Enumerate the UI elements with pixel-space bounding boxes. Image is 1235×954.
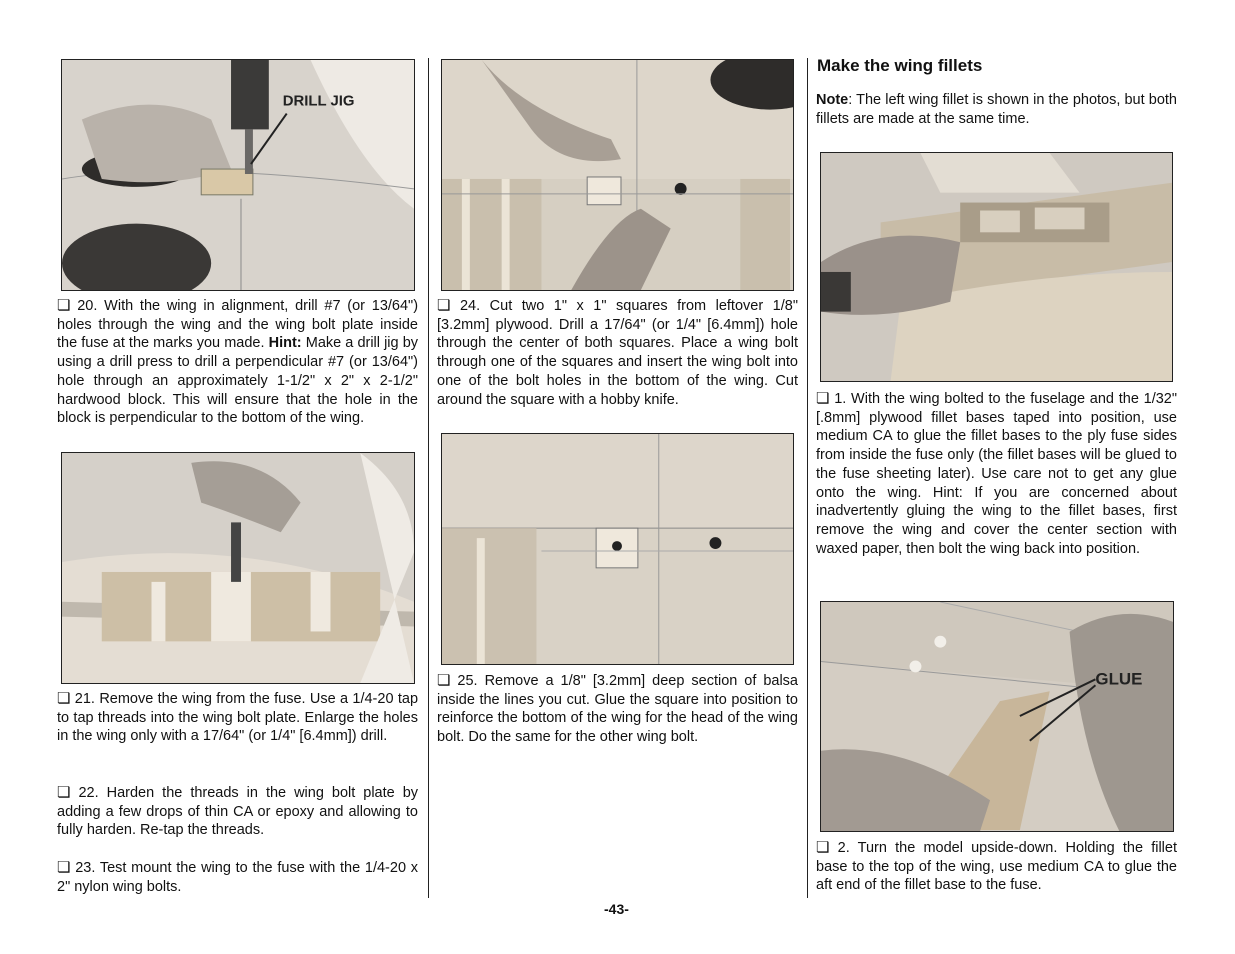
step-21 [57,690,418,746]
step-25-text: Remove a 1/8" [3.2mm] deep section of balsa inside the lines you cut. Glue the square into position to reinforce the bottom of the wing for the head of the wing bolt. Do the same for the other wing bolt. [437,673,799,746]
fillet-step-2-text: Turn the model upside-down. Holding the fillet base to the top of the wing, use medium CA to glue the aft end of the fillet base to the fuse. [816,840,1177,894]
fillet-step-2-number: 2. [837,840,850,856]
drill-jig-label: DRILL JIG [282,93,355,110]
step-24-number: 24. [459,298,481,314]
note-label: Note [816,92,849,108]
step-22-text: Harden the threads in the wing bolt plate by adding a few drops of thin CA or epoxy and allowing to fully harden. Re-tap the threads. [57,785,419,839]
step-20-number: 20. [77,298,98,314]
column-divider-right [807,58,808,898]
step-22-number: 22. [78,785,99,801]
page-number: -43- [604,901,629,917]
photo-tapping-threads [61,452,415,684]
step-20-checkbox[interactable]: ❏ [57,297,71,314]
step-21-text: Remove the wing from the fuse. Use a 1/4-20 tap to tap threads into the wing bolt plate. Enlarge the holes in the wing only with a 17/64" (or 1/4" [6.4mm]) drill. [57,691,419,745]
step-23 [57,859,418,896]
photo-fillet-bases [820,152,1173,382]
photo-plywood-square-cut [441,59,794,291]
fillet-step-1-text: With the wing bolted to the fuselage and the 1/32" [.8mm] plywood fillet bases taped into position, use medium CA to glue the fillet bases to the ply fuse sides from inside the fuse only (the fillet bases will be glued to the fuse sheeting later). Use care not to get any glue onto the wing. Hint: If you are concerned about inadvertently gluing the wing to the fillet bases, first remove the wing and cover the center section with waxed paper, then bolt the wing back into position. [816,391,1178,557]
photo-fillet-glue [820,601,1174,832]
fillet-step-1-checkbox[interactable]: ❏ [816,390,830,407]
step-25-checkbox[interactable]: ❏ [437,672,451,689]
column-divider-left [428,58,429,898]
step-20 [57,297,418,428]
photo-drill-jig [61,59,415,291]
step-23-text: Test mount the wing to the fuse with the 1/4-20 x 2" nylon wing bolts. [57,860,418,895]
step-22-checkbox[interactable]: ❏ [57,784,71,801]
step-25 [437,672,798,747]
step-20-text-b: Make a drill jig by using a drill press to drill a perpendicular #7 (or 13/64") hole through an approximately 1-1/2" x 2" x 2-1/2" hardwood block. This will ensure that the hole in the block is perpendicular to the bottom of the wing. [57,335,419,427]
step-24-text: Cut two 1" x 1" squares from leftover 1/8" [3.2mm] plywood. Drill a 17/64" (or 1/4" [6.4mm]) hole through the center of both squares. Place a wing bolt through one of the squares and insert the wing bolt into one of the bolt holes in the bottom of the wing. Cut around the square with a hobby knife. [437,298,798,408]
step-20-hint-label: Hint: [268,335,302,352]
photo-square-installed [441,433,794,665]
note-text: : The left wing fillet is shown in the photos, but both fillets are made at the same time. [816,92,1177,127]
step-25-number: 25. [457,673,478,689]
step-23-number: 23. [75,860,96,876]
step-22 [57,784,418,840]
step-24 [437,297,798,409]
step-21-checkbox[interactable]: ❏ [57,690,71,707]
note-paragraph [816,91,1177,128]
fillet-step-2 [816,839,1177,895]
step-24-checkbox[interactable]: ❏ [437,297,451,314]
glue-label: GLUE [1095,669,1143,689]
step-23-checkbox[interactable]: ❏ [57,859,71,876]
section-heading: Make the wing fillets [817,56,983,75]
step-21-number: 21. [74,691,95,707]
fillet-step-2-checkbox[interactable]: ❏ [816,839,830,856]
step-20-text-a: With the wing in alignment, drill #7 (or 13/64") holes through the wing and the wing bolt plate inside the fuse at the marks you made. [57,298,419,352]
fillet-step-1 [816,390,1177,558]
fillet-step-1-number: 1. [834,391,847,407]
